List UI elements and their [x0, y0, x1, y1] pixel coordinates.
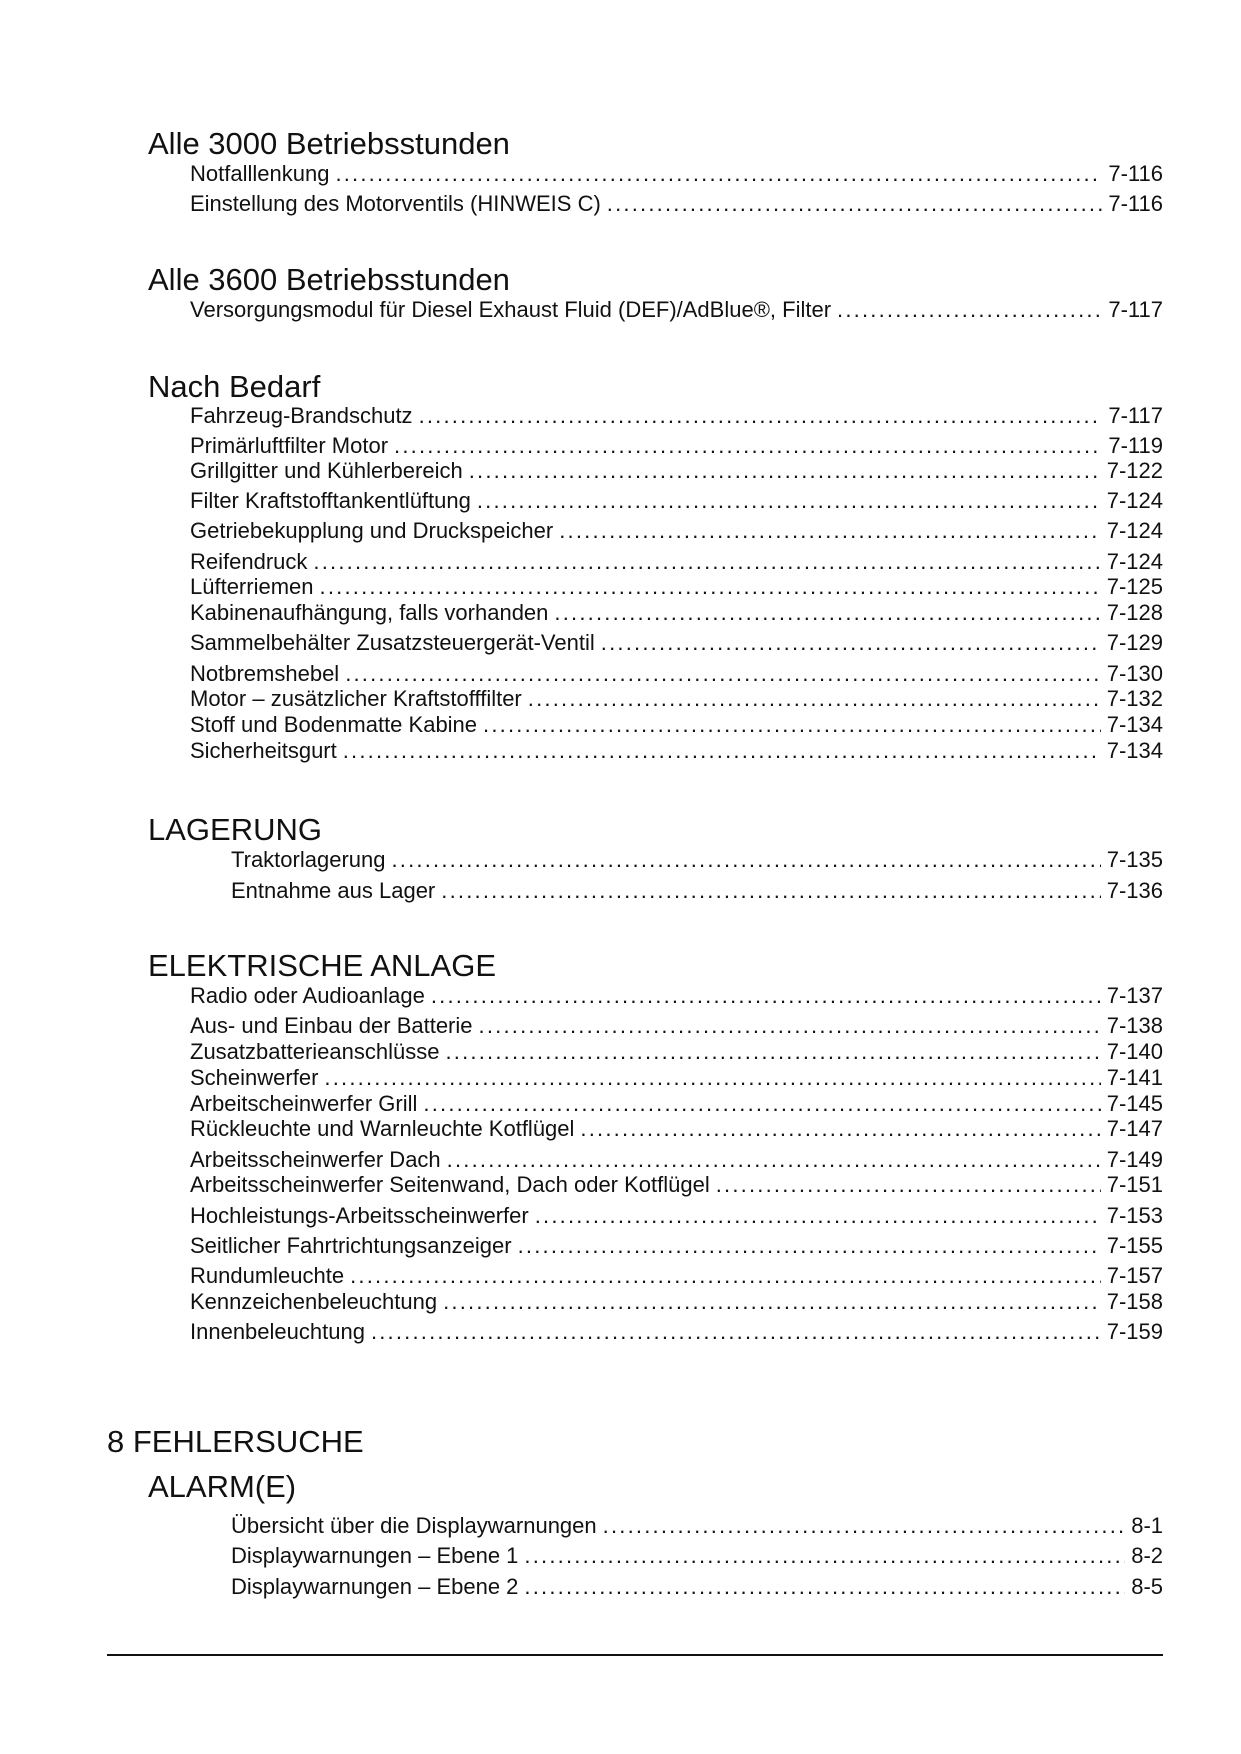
toc-entry-page: 7-136 — [1106, 878, 1163, 903]
toc-entry-page: 7-140 — [1106, 1039, 1163, 1064]
leader-dots — [524, 1543, 1125, 1569]
toc-entry-title: Hochleistungs-Arbeitsscheinwerfer — [190, 1203, 529, 1228]
toc-entry-page: 7-145 — [1106, 1091, 1163, 1116]
toc-entry[interactable] — [190, 1013, 1163, 1039]
toc-entry[interactable] — [190, 712, 1163, 738]
leader-dots — [313, 549, 1100, 575]
toc-entry[interactable] — [190, 661, 1163, 687]
toc-entry[interactable] — [190, 1147, 1163, 1173]
toc-entry-title: Reifendruck — [190, 549, 308, 574]
leader-dots — [441, 878, 1100, 904]
toc-entry-title: Stoff und Bodenmatte Kabine — [190, 712, 478, 737]
toc-entry-page: 7-157 — [1106, 1263, 1163, 1288]
toc-entry[interactable] — [190, 297, 1163, 323]
toc-entry[interactable] — [190, 161, 1163, 187]
toc-entry-title: Lüfterriemen — [190, 574, 314, 599]
toc-entry-title: Notbremshebel — [190, 661, 340, 686]
toc-entry[interactable] — [190, 433, 1163, 459]
toc-entry-page: 7-137 — [1106, 983, 1163, 1008]
toc-entry-page: 7-124 — [1106, 518, 1163, 543]
toc-entry-page: 7-125 — [1106, 574, 1163, 599]
toc-entry-title: Filter Kraftstofftankentlüftung — [190, 488, 471, 513]
toc-entry[interactable] — [190, 1172, 1163, 1198]
toc-entry-page: 7-129 — [1106, 630, 1163, 655]
toc-entry[interactable] — [231, 1513, 1163, 1539]
toc-entry-page: 7-122 — [1106, 458, 1163, 483]
toc-entry-title: Radio oder Audioanlage — [190, 983, 425, 1008]
toc-entry[interactable] — [231, 1543, 1163, 1569]
toc-entry-title: Aus- und Einbau der Batterie — [190, 1013, 473, 1038]
toc-entry-title: Scheinwerfer — [190, 1065, 319, 1090]
toc-entry-title: Seitlicher Fahrtrichtungsanzeiger — [190, 1233, 512, 1258]
toc-entry-title: Arbeitsscheinwerfer Dach — [190, 1147, 441, 1172]
leader-dots — [443, 1289, 1101, 1315]
leader-dots — [469, 458, 1101, 484]
toc-entry-page: 7-141 — [1106, 1065, 1163, 1090]
leader-dots — [528, 686, 1101, 712]
toc-entry[interactable] — [190, 458, 1163, 484]
leader-dots — [554, 600, 1100, 626]
leader-dots — [431, 983, 1101, 1009]
toc-entry[interactable] — [190, 630, 1163, 656]
toc-entry-page: 7-158 — [1106, 1289, 1163, 1314]
section-heading: Nach Bedarf — [148, 369, 321, 404]
section-heading: ALARM(E) — [148, 1469, 297, 1504]
toc-entry-page: 7-149 — [1106, 1147, 1163, 1172]
toc-entry-title: Motor – zusätzlicher Kraftstofffilter — [190, 686, 522, 711]
toc-entry-title: Sicherheitsgurt — [190, 738, 337, 763]
leader-dots — [524, 1574, 1125, 1600]
leader-dots — [477, 488, 1101, 514]
toc-entry[interactable] — [190, 1233, 1163, 1259]
toc-entry-title: Notfalllenkung — [190, 161, 330, 186]
leader-dots — [391, 847, 1100, 873]
toc-entry-page: 7-132 — [1106, 686, 1163, 711]
toc-entry[interactable] — [190, 686, 1163, 712]
toc-entry-page: 7-138 — [1106, 1013, 1163, 1038]
leader-dots — [559, 518, 1101, 544]
toc-entry-title: Primärluftfilter Motor — [190, 433, 389, 458]
leader-dots — [601, 630, 1101, 656]
toc-entry[interactable] — [190, 403, 1163, 429]
toc-entry-title: Sammelbehälter Zusatzsteuergerät-Ventil — [190, 630, 595, 655]
toc-entry-title: Einstellung des Motorventils (HINWEIS C) — [190, 191, 601, 216]
section-heading: LAGERUNG — [148, 812, 322, 847]
leader-dots — [580, 1116, 1100, 1142]
leader-dots — [483, 712, 1101, 738]
toc-entry[interactable] — [190, 600, 1163, 626]
leader-dots — [394, 433, 1102, 459]
toc-entry[interactable] — [190, 1263, 1163, 1289]
toc-entry-page: 7-124 — [1106, 488, 1163, 513]
toc-entry-page: 7-119 — [1108, 433, 1163, 458]
toc-entry-page: 8-2 — [1131, 1543, 1163, 1568]
toc-entry[interactable] — [190, 983, 1163, 1009]
toc-entry[interactable] — [190, 1065, 1163, 1091]
toc-entry-title: Versorgungsmodul für Diesel Exhaust Fluid (DEF)/AdBlue®, Filter — [190, 297, 832, 322]
toc-entry[interactable] — [231, 847, 1163, 873]
leader-dots — [447, 1147, 1101, 1173]
toc-entry-title: Getriebekupplung und Druckspeicher — [190, 518, 554, 543]
toc-entry[interactable] — [190, 1091, 1163, 1117]
toc-entry[interactable] — [190, 549, 1163, 575]
section-heading: Alle 3000 Betriebsstunden — [148, 126, 510, 161]
toc-entry-page: 7-155 — [1106, 1233, 1163, 1258]
toc-entry-title: Traktorlagerung — [231, 847, 386, 872]
section-heading: ELEKTRISCHE ANLAGE — [148, 948, 497, 983]
toc-entry[interactable] — [190, 488, 1163, 514]
toc-entry-page: 7-128 — [1106, 600, 1163, 625]
toc-entry-page: 7-117 — [1108, 403, 1163, 428]
toc-entry-title: Grillgitter und Kühlerbereich — [190, 458, 463, 483]
toc-entry-title: Displaywarnungen – Ebene 1 — [231, 1543, 519, 1568]
chapter-heading: 8 FEHLERSUCHE — [107, 1424, 364, 1459]
leader-dots — [320, 574, 1101, 600]
leader-dots — [419, 403, 1103, 429]
toc-entry-page: 7-124 — [1106, 549, 1163, 574]
toc-entry[interactable] — [231, 878, 1163, 904]
toc-entry-page: 7-116 — [1108, 161, 1163, 186]
toc-entry-page: 7-116 — [1108, 191, 1163, 216]
toc-entry-title: Zusatzbatterieanschlüsse — [190, 1039, 440, 1064]
toc-entry[interactable] — [190, 738, 1163, 764]
leader-dots — [837, 297, 1102, 323]
leader-dots — [518, 1233, 1101, 1259]
toc-entry-page: 7-135 — [1106, 847, 1163, 872]
toc-entry-title: Kennzeichenbeleuchtung — [190, 1289, 438, 1314]
toc-entry-page: 8-5 — [1131, 1574, 1163, 1599]
leader-dots — [335, 161, 1102, 187]
toc-entry[interactable] — [190, 191, 1163, 217]
toc-entry-title: Übersicht über die Displaywarnungen — [231, 1513, 597, 1538]
toc-entry[interactable] — [190, 574, 1163, 600]
footer-rule — [107, 1654, 1163, 1656]
toc-entry-page: 7-159 — [1106, 1319, 1163, 1344]
toc-entry-title: Entnahme aus Lager — [231, 878, 436, 903]
section-heading: Alle 3600 Betriebsstunden — [148, 262, 510, 297]
leader-dots — [535, 1203, 1101, 1229]
toc-entry[interactable] — [190, 518, 1163, 544]
toc-entry-title: Displaywarnungen – Ebene 2 — [231, 1574, 519, 1599]
leader-dots — [350, 1263, 1101, 1289]
toc-entry-title: Arbeitsscheinwerfer Seitenwand, Dach oder Kotflügel — [190, 1172, 710, 1197]
toc-entry-title: Rückleuchte und Warnleuchte Kotflügel — [190, 1116, 575, 1141]
toc-entry-page: 7-151 — [1106, 1172, 1163, 1197]
toc-entry[interactable] — [190, 1319, 1163, 1345]
leader-dots — [343, 738, 1101, 764]
leader-dots — [324, 1065, 1100, 1091]
leader-dots — [716, 1172, 1101, 1198]
leader-dots — [479, 1013, 1101, 1039]
leader-dots — [607, 191, 1103, 217]
toc-entry[interactable] — [231, 1574, 1163, 1600]
toc-entry-page: 7-117 — [1108, 297, 1163, 322]
toc-entry-page: 8-1 — [1131, 1513, 1163, 1538]
toc-entry-page: 7-134 — [1106, 738, 1163, 763]
leader-dots — [603, 1513, 1126, 1539]
leader-dots — [345, 661, 1101, 687]
toc-entry[interactable] — [190, 1203, 1163, 1229]
toc-entry-page: 7-134 — [1106, 712, 1163, 737]
leader-dots — [371, 1319, 1101, 1345]
toc-entry[interactable] — [190, 1039, 1163, 1065]
toc-entry-page: 7-130 — [1106, 661, 1163, 686]
toc-entry-title: Innenbeleuchtung — [190, 1319, 365, 1344]
toc-entry-title: Kabinenaufhängung, falls vorhanden — [190, 600, 549, 625]
toc-entry-title: Rundumleuchte — [190, 1263, 345, 1288]
toc-entry-page: 7-153 — [1106, 1203, 1163, 1228]
toc-entry[interactable] — [190, 1289, 1163, 1315]
toc-entry-title: Fahrzeug-Brandschutz — [190, 403, 413, 428]
toc-entry-title: Arbeitscheinwerfer Grill — [190, 1091, 418, 1116]
toc-entry[interactable] — [190, 1116, 1163, 1142]
leader-dots — [445, 1039, 1100, 1065]
toc-entry-page: 7-147 — [1106, 1116, 1163, 1141]
leader-dots — [423, 1091, 1100, 1117]
